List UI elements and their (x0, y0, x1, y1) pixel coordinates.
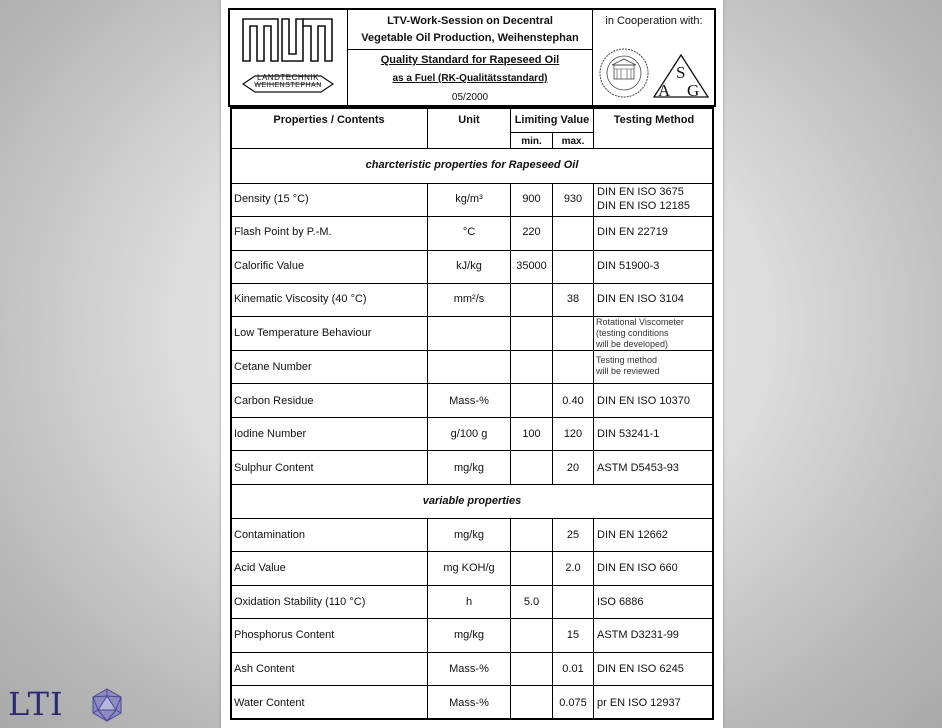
landtechnik-label: LANDTECHNIK (257, 73, 319, 82)
row-water-method: pr EN ISO 12937 (597, 697, 681, 709)
row-sulphur-unit: mg/kg (454, 462, 484, 474)
row-oxidation-property: Oxidation Stability (110 °C) (234, 596, 366, 608)
row-oxidation-min: 5.0 (523, 596, 540, 608)
row-calorific-property: Calorific Value (234, 260, 305, 272)
col-header-unit: Unit (458, 114, 480, 126)
row-cetane-note-1: Testing method (596, 355, 658, 365)
row-viscosity-property: Kinematic Viscosity (40 °C) (234, 293, 367, 305)
row-ash-method: DIN EN ISO 6245 (597, 663, 684, 675)
row-contamination-method: DIN EN 12662 (597, 529, 668, 541)
row-viscosity-method: DIN EN ISO 3104 (597, 293, 684, 305)
section-heading-variable: variable properties (422, 495, 522, 507)
row-iodine-property: Iodine Number (234, 428, 307, 440)
section-heading-characteristic: charcteristic properties for Rapeseed Oil (365, 159, 579, 171)
row-sulphur-property: Sulphur Content (234, 462, 314, 474)
weihenstephan-label: WEIHENSTEPHAN (254, 82, 322, 89)
asg-letter-a: A (658, 81, 671, 100)
row-ash-max: 0.01 (562, 663, 584, 675)
row-low-temp-property: Low Temperature Behaviour (234, 327, 372, 339)
row-iodine-max: 120 (563, 428, 583, 440)
row-water-property: Water Content (234, 697, 305, 709)
row-flash-point-property: Flash Point by P.-M. (234, 226, 332, 238)
row-carbon-property: Carbon Residue (234, 395, 314, 407)
row-density-method: DIN EN ISO 3675 (597, 186, 684, 198)
row-contamination-max: 25 (566, 529, 580, 541)
row-density-unit: kg/m³ (455, 193, 483, 205)
standard-line-2: as a Fuel (RK-Qualitätsstandard) (392, 73, 548, 84)
row-sulphur-max: 20 (566, 462, 580, 474)
row-calorific-min: 35000 (516, 260, 547, 272)
row-sulphur-method: ASTM D5453-93 (597, 462, 679, 474)
row-flash-point-unit: °C (462, 226, 476, 238)
row-density-min: 900 (522, 193, 541, 205)
row-low-temp-note-3: will be developed) (596, 339, 669, 349)
col-header-method: Testing Method (613, 114, 695, 126)
title-line-2: Vegetable Oil Production, Weihenstephan (361, 32, 579, 44)
row-phosphorus-unit: mg/kg (454, 629, 484, 641)
seal-icon (598, 47, 650, 99)
row-density-property: Density (15 °C) (234, 193, 309, 205)
col-header-limit: Limiting Value (514, 114, 590, 126)
row-contamination-unit: mg/kg (454, 529, 484, 541)
row-calorific-method: DIN 51900-3 (597, 260, 660, 272)
row-low-temp-note-2: (testing conditions (596, 328, 669, 338)
tum-logo-icon (240, 16, 335, 64)
col-header-property: Properties / Contents (273, 114, 385, 126)
row-acid-unit: mg KOH/g (443, 562, 495, 574)
row-flash-point-method: DIN EN 22719 (597, 226, 668, 238)
row-contamination-property: Contamination (234, 529, 305, 541)
asg-letter-s: S (676, 63, 686, 82)
row-phosphorus-max: 15 (566, 629, 580, 641)
col-header-min: min. (521, 136, 542, 147)
col-header-max: max. (561, 136, 585, 147)
row-acid-method: DIN EN ISO 660 (597, 562, 678, 574)
row-phosphorus-property: Phosphorus Content (234, 629, 335, 641)
row-viscosity-max: 38 (566, 293, 580, 305)
row-cetane-property: Cetane Number (234, 361, 312, 373)
row-calorific-unit: kJ/kg (456, 260, 482, 272)
date-label: 05/2000 (451, 92, 489, 103)
row-oxidation-unit: h (465, 596, 473, 608)
row-water-unit: Mass-% (449, 697, 489, 709)
row-iodine-method: DIN 53241-1 (597, 428, 660, 440)
lti-logo-text: LTI (8, 685, 64, 723)
title-line-1: LTV-Work-Session on Decentral (387, 15, 553, 27)
row-acid-property: Acid Value (234, 562, 286, 574)
row-ash-unit: Mass-% (449, 663, 489, 675)
row-acid-max: 2.0 (565, 562, 581, 574)
row-carbon-unit: Mass-% (449, 395, 489, 407)
row-iodine-unit: g/100 g (450, 428, 488, 440)
icosahedron-icon (90, 688, 124, 722)
row-carbon-max: 0.40 (562, 395, 584, 407)
row-water-max: 0.075 (559, 697, 587, 709)
row-viscosity-unit: mm²/s (453, 293, 485, 305)
row-density-max: 930 (563, 193, 583, 205)
row-flash-point-min: 220 (522, 226, 541, 238)
row-ash-property: Ash Content (234, 663, 295, 675)
document-page (221, 0, 723, 728)
row-cetane-note-2: will be reviewed (596, 366, 660, 376)
cooperation-label: in Cooperation with: (605, 15, 703, 27)
row-low-temp-note-1: Rotational Viscometer (596, 317, 684, 327)
row-phosphorus-method: ASTM D3231-99 (597, 629, 679, 641)
row-density-method-2: DIN EN ISO 12185 (597, 200, 690, 212)
standard-line-1: Quality Standard for Rapeseed Oil (380, 54, 560, 66)
row-iodine-min: 100 (522, 428, 541, 440)
asg-letter-g: G (687, 81, 700, 100)
row-carbon-method: DIN EN ISO 10370 (597, 395, 690, 407)
row-oxidation-method: ISO 6886 (597, 596, 644, 608)
